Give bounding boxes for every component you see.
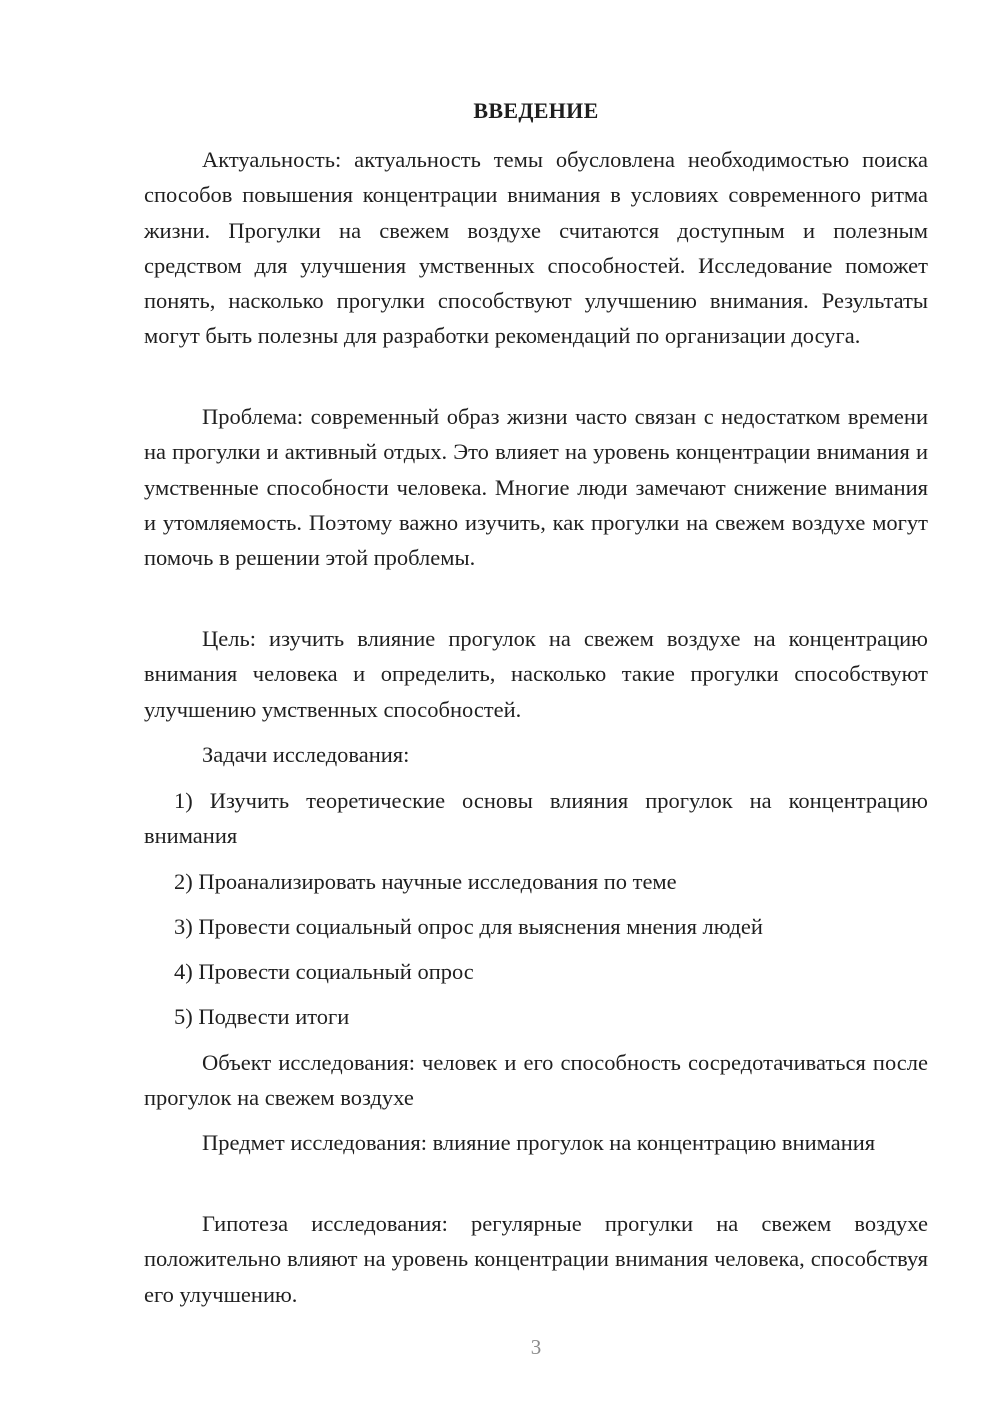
page-number: 3: [530, 1335, 542, 1359]
paragraph-hypothesis: Гипотеза исследования: регулярные прогулки на свежем воздухе положительно влияют на уровень концентрации внимания человека, способствуя его улучшению.: [144, 1211, 928, 1307]
section-title: ВВЕДЕНИЕ: [473, 98, 599, 123]
task-item-3: 3) Провести социальный опрос для выяснения мнения людей: [174, 914, 763, 939]
paragraph-goal: Цель: изучить влияние прогулок на свежем воздухе на концентрацию внимания человека и определить, насколько такие прогулки способствуют улучшению умственных способностей.: [144, 626, 928, 722]
task-item-5: 5) Подвести итоги: [174, 1004, 350, 1029]
task-item-1: 1) Изучить теоретические основы влияния прогулок на концентрацию внимания: [144, 788, 928, 849]
task-item-2: 2) Проанализировать научные исследования по теме: [174, 869, 677, 894]
paragraph-problem: Проблема: современный образ жизни часто связан с недостатком времени на прогулки и активный отдых. Это влияет на уровень концентрации внимания и умственные способности человека. Многие люди замечают снижение внимания и утомляемость. Поэтому важно изучить, как прогулки на свежем воздухе могут помочь в решении этой проблемы.: [144, 404, 928, 571]
task-item-4: 4) Провести социальный опрос: [174, 959, 474, 984]
paragraph-subject: Предмет исследования: влияние прогулок на концентрацию внимания: [202, 1130, 876, 1155]
paragraph-relevance: Актуальность: актуальность темы обусловлена необходимостью поиска способов повышения концентрации внимания в условиях современного ритма жизни. Прогулки на свежем воздухе считаются доступным и полезным средством для улучшения умственных способностей. Исследование поможет понять, насколько прогулки способствуют улучшению внимания. Результаты могут быть полезны для разработки рекомендаций по организации досуга.: [144, 147, 928, 349]
paragraph-object: Объект исследования: человек и его способность сосредотачиваться после прогулок на свежем воздухе: [144, 1050, 928, 1111]
tasks-heading: Задачи исследования:: [202, 742, 410, 767]
